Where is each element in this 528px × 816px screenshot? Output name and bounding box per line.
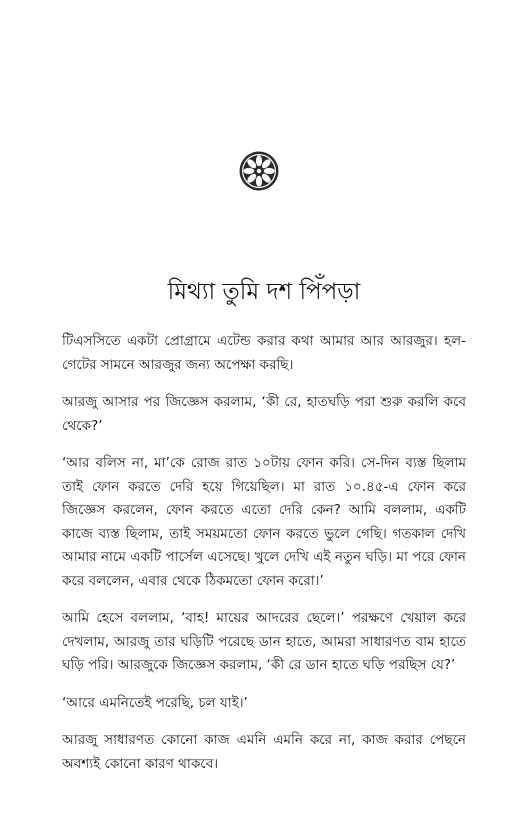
paragraph: আরজু আসার পর জিজ্ঞেস করলাম, ‘কী রে, হাতঘড়ি পরা শুরু করলি কবে থেকে?’ (62, 394, 466, 434)
paragraph: আরজু সাধারণত কোনো কাজ এমনি এমনি করে না, কাজ করার পেছনে অবশ্যই কোনো কারণ থাকবে। (62, 732, 466, 772)
chapter-body (62, 330, 466, 776)
paragraph: ‘আরে এমনিতেই পরেছি, চল যাই।’ (62, 694, 248, 711)
paragraph: টিএসসিতে একটা প্রোগ্রামে এটেন্ড করার কথা আমার আর আরজুর। হল-গেটের সামনে আরজুর জন্য অপেক্ষা করছি। (62, 333, 466, 373)
chapter-title: মিথ্যা তুমি দশ পিঁপড়া (167, 279, 361, 305)
flower-wheel-icon (238, 150, 280, 192)
paragraph: ‘আর বলিস না, মা’কে রোজ রাত ১০টায় ফোন করি। সে-দিন ব্যস্ত ছিলাম তাই ফোন করতে দেরি হয়ে গিয়েছিল। মা রাত ১০.৪৫-এ ফোন করে জিজ্ঞেস করলেন, ফোন করতে এতো দেরি কেন? আমি বললাম, একটি কাজে ব্যস্ত ছিলাম, তাই সময়মতো ফোন করতে ভুলে গেছি। গতকাল দেখি আমার নামে একটি পার্সেল এসেছে। খুলে দেখি এই নতুন ঘড়ি। মা পরে ফোন করে বললেন, এবার থেকে ঠিকমতো ফোন করো।’ (62, 455, 466, 589)
paragraph: আমি হেসে বললাম, ‘বাহ! মায়ের আদরের ছেলে।’ পরক্ষণে খেয়াল করে দেখলাম, আরজু তার ঘড়িটি পরেছে ডান হাতে, আমরা সাধারণত বাম হাতে ঘড়ি পরি। আরজুকে জিজ্ঞেস করলাম, ‘কী রে ডান হাতে ঘড়ি পরছিস যে?’ (62, 610, 466, 673)
